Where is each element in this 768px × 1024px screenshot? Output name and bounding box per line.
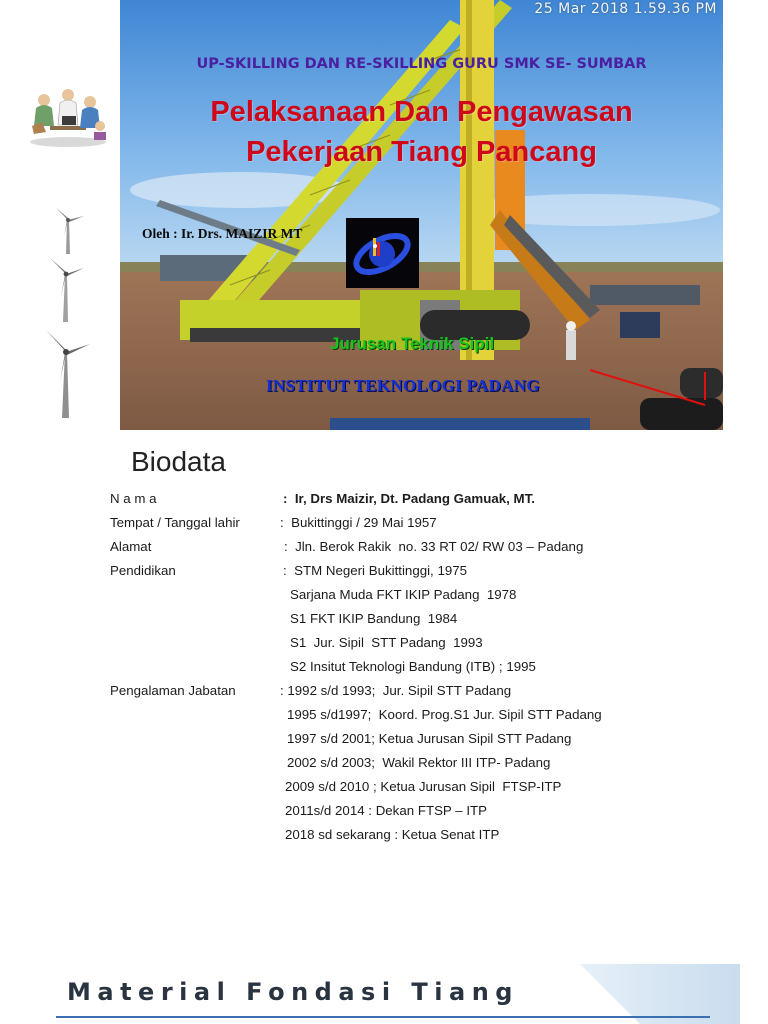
biodata-value: : Ir, Drs Maizir, Dt. Padang Gamuak, MT. [283,491,535,506]
biodata-value: : STM Negeri Bukittinggi, 1975 [283,563,468,578]
people-clipart-icon [26,86,110,148]
biodata-label: Tempat / Tanggal lahir [110,515,240,530]
biodata-row-pendidikan [0,631,768,655]
biodata-value: : 1992 s/d 1993; Jur. Sipil STT Padang [280,683,512,698]
biodata-row-jabatan [0,703,768,727]
biodata-row-pendidikan [0,607,768,631]
biodata-value: 2018 sd sekarang : Ketua Senat ITP [285,827,500,842]
footer-title: Material Fondasi Tiang [67,978,519,1006]
slide-department: Jurusan Teknik Sipil [330,334,495,353]
biodata-value: S2 Insitut Teknologi Bandung (ITB) ; 1995 [290,659,536,674]
biodata-list [0,487,768,847]
biodata-value: 1997 s/d 2001; Ketua Jurusan Sipil STT Padang [287,731,572,746]
wind-turbine-icon [50,200,86,254]
biodata-row-jabatan [0,751,768,775]
slide-subtitle: UP-SKILLING DAN RE-SKILLING GURU SMK SE- SUMBAR [196,56,647,72]
biodata-row-jabatan [0,727,768,751]
biodata-row-alamat [0,535,768,559]
biodata-row-jabatan [0,679,768,703]
footer-decoration [560,964,740,1024]
footer-divider [56,1016,710,1018]
biodata-label: N a m a [110,491,157,506]
biodata-value: 1995 s/d1997; Koord. Prog.S1 Jur. Sipil STT Padang [287,707,602,722]
wind-turbine-icon [40,326,92,418]
biodata-value: S1 FKT IKIP Bandung 1984 [290,611,458,626]
biodata-row-pendidikan [0,583,768,607]
biodata-label: Alamat [110,539,152,554]
biodata-value: : Bukittinggi / 29 Mai 1957 [280,515,437,530]
biodata-value: 2011s/d 2014 : Dekan FTSP – ITP [285,803,488,818]
biodata-label: Pendidikan [110,563,176,578]
biodata-value: S1 Jur. Sipil STT Padang 1993 [290,635,483,650]
biodata-row-jabatan [0,823,768,847]
slide-title-line1: Pelaksanaan Dan Pengawasan [210,96,633,128]
biodata-value: 2009 s/d 2010 ; Ketua Jurusan Sipil FTSP-ITP [285,779,562,794]
biodata-row-pendidikan [0,559,768,583]
biodata-row-ttl [0,511,768,535]
slide-title-line2: Pekerjaan Tiang Pancang [246,136,597,168]
biodata-label: Pengalaman Jabatan [110,683,236,698]
slide-institution: INSTITUT TEKNOLOGI PADANG [266,376,540,395]
wind-turbine-icon [46,252,86,322]
biodata-row-pendidikan [0,655,768,679]
biodata-value: 2002 s/d 2003; Wakil Rektor III ITP- Padang [287,755,551,770]
title-slide-photo [120,0,723,430]
photo-timestamp: 25 Mar 2018 1.59.36 PM [534,1,717,17]
slide-author: Oleh : Ir. Drs. MAIZIR MT [142,226,303,241]
biodata-value: Sarjana Muda FKT IKIP Padang 1978 [290,587,517,602]
biodata-heading: Biodata [131,446,226,477]
biodata-row-jabatan [0,775,768,799]
institution-logo-icon [346,218,419,288]
biodata-row-nama [0,487,768,511]
biodata-value: : Jln. Berok Rakik no. 33 RT 02/ RW 03 – Padang [284,539,584,554]
biodata-row-jabatan [0,799,768,823]
